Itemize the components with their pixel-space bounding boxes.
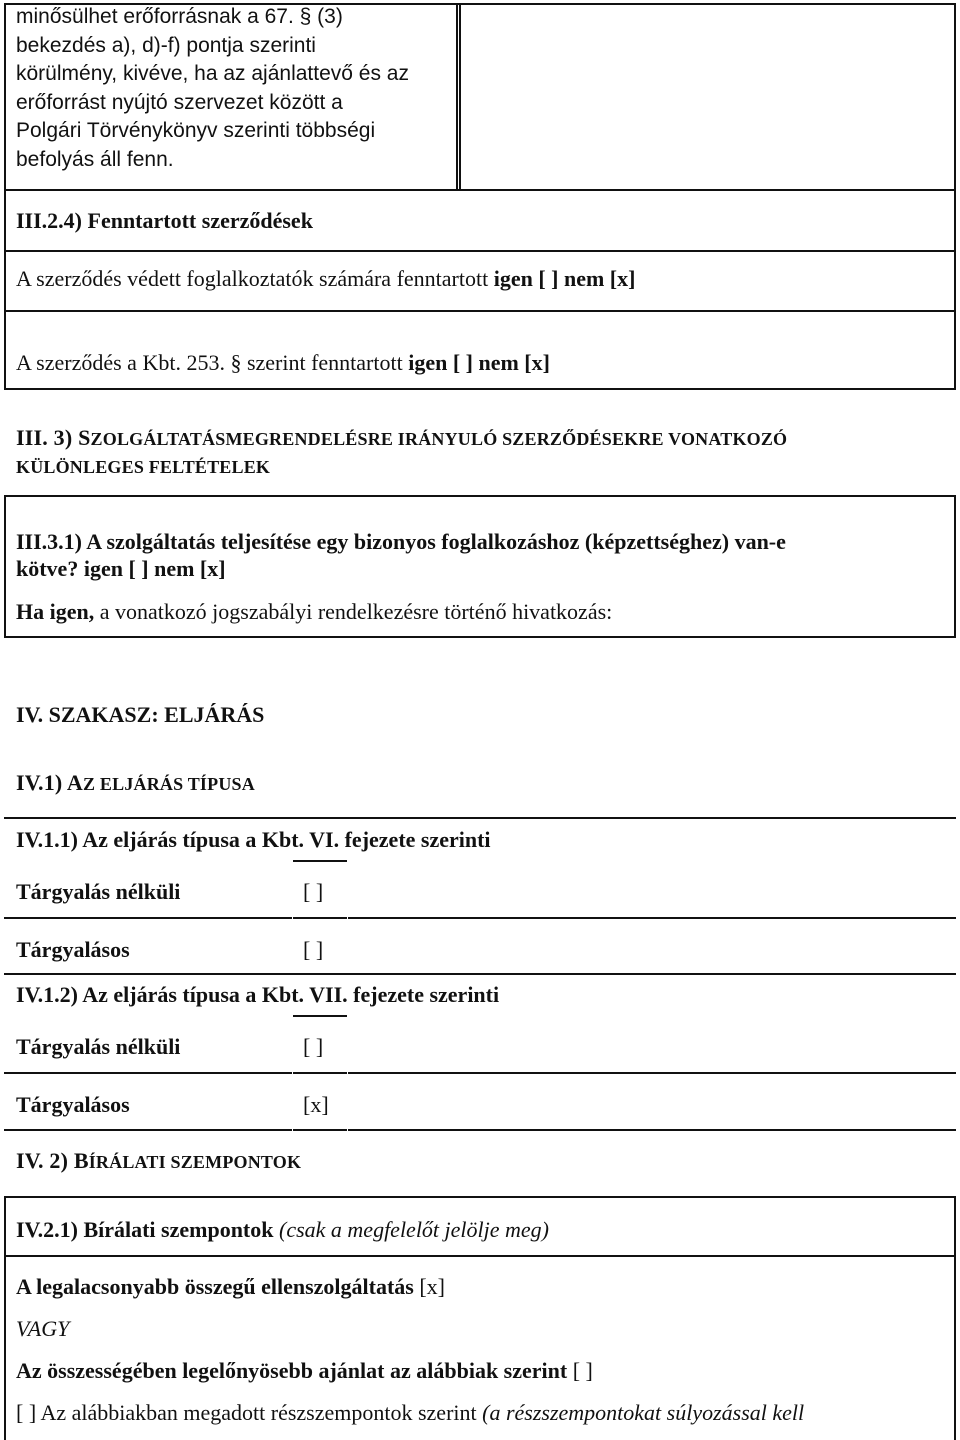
rule xyxy=(4,817,956,819)
rule xyxy=(4,3,6,190)
section-heading: III.2.4) Fenntartott szerződések xyxy=(16,208,313,233)
choice-yes-no: igen [ ] nem [x] xyxy=(493,266,636,291)
cell-text-line: erőforrást nyújtó szervezet között a xyxy=(16,91,343,114)
criteria-mark: [ ] xyxy=(572,1358,593,1383)
rule xyxy=(4,310,956,312)
rule xyxy=(459,3,461,190)
rule xyxy=(4,1129,292,1131)
procedure-heading: IV.1.1) Az eljárás típusa a Kbt. VI. fejezete szerinti xyxy=(16,827,491,852)
rule xyxy=(4,636,956,638)
cell-text-line: minősülhet erőforrásnak a 67. § (3) xyxy=(16,5,343,28)
rule xyxy=(4,388,956,390)
rule xyxy=(954,3,956,190)
choice-yes-no: igen [ ] nem [x] xyxy=(408,350,550,375)
cell-text-line: Polgári Törvénykönyv szerinti többségi xyxy=(16,119,376,142)
rule xyxy=(4,973,956,975)
rule xyxy=(293,1129,347,1131)
criteria-heading: IV.2.1) Bírálati szempontok (csak a megfelelőt jelölje meg) xyxy=(16,1217,550,1242)
rule xyxy=(954,189,956,390)
procedure-heading: IV.1.2) Az eljárás típusa a Kbt. VII. fejezete szerinti xyxy=(16,982,500,1007)
rule xyxy=(293,1072,347,1074)
section-heading-iv: IV. SZAKASZ: ELJÁRÁS xyxy=(16,702,265,727)
rule xyxy=(4,1072,292,1074)
criteria-mark: [x] xyxy=(419,1274,445,1299)
criteria-sub-criteria: [ ] Az alábbiakban megadott részszempontok szerint (a részszempontokat súlyozással kell xyxy=(16,1400,805,1425)
procedure-option-label: Tárgyalásos xyxy=(16,937,130,962)
reserved-kbt-line: A szerződés a Kbt. 253. § szerint fenntartott igen [ ] nem [x] xyxy=(16,350,550,375)
procedure-option-mark: [x] xyxy=(303,1092,329,1117)
section-heading-iii-3: III. 3) SZOLGÁLTATÁSMEGRENDELÉSRE IRÁNYULÓ SZERZŐDÉSEKRE VONATKOZÓ xyxy=(16,425,788,450)
subsection-heading-iv-2: IV. 2) BÍRÁLATI SZEMPONTOK xyxy=(16,1148,302,1173)
rule xyxy=(348,1072,956,1074)
rule xyxy=(4,189,956,191)
rule xyxy=(954,495,956,638)
procedure-option-mark: [ ] xyxy=(303,937,324,962)
section-heading-iii-3-cont: KÜLÖNLEGES FELTÉTELEK xyxy=(16,457,271,477)
rule xyxy=(293,1015,347,1017)
criteria-lowest-price: A legalacsonyabb összegű ellenszolgáltatás [x] xyxy=(16,1274,445,1299)
cell-text-line: körülmény, kivéve, ha az ajánlattevő és az xyxy=(16,62,409,85)
rule xyxy=(4,250,956,252)
rule xyxy=(4,917,292,919)
rule xyxy=(4,495,6,638)
rule xyxy=(456,3,458,190)
cell-text-line: befolyás áll fenn. xyxy=(16,148,174,171)
rule xyxy=(293,917,347,919)
rule xyxy=(293,860,347,862)
question-line: kötve? igen [ ] nem [x] xyxy=(16,556,226,581)
rule xyxy=(348,1129,956,1131)
question-line: III.3.1) A szolgáltatás teljesítése egy bizonyos foglalkozáshoz (képzettséghez) van-e xyxy=(16,529,786,554)
procedure-option-label: Tárgyalásos xyxy=(16,1092,130,1117)
rule xyxy=(348,917,956,919)
subsection-heading-iv-1: IV.1) AZ ELJÁRÁS TÍPUSA xyxy=(16,770,255,795)
criteria-best-value: Az összességében legelőnyösebb ajánlat az alábbiak szerint [ ] xyxy=(16,1358,593,1383)
rule xyxy=(954,1196,956,1440)
rule xyxy=(4,1196,6,1440)
rule xyxy=(4,189,6,390)
procedure-option-label: Tárgyalás nélküli xyxy=(16,1034,181,1059)
rule xyxy=(456,3,956,5)
procedure-option-mark: [ ] xyxy=(303,879,324,904)
procedure-option-mark: [ ] xyxy=(303,1034,324,1059)
criteria-or: VAGY xyxy=(16,1316,70,1341)
rule xyxy=(4,495,956,497)
reserved-protected-line: A szerződés védett foglalkoztatók számára fenntartott igen [ ] nem [x] xyxy=(16,266,636,291)
procedure-option-label: Tárgyalás nélküli xyxy=(16,879,181,904)
rule xyxy=(4,1255,956,1257)
rule xyxy=(4,1196,956,1198)
cell-text-line: bekezdés a), d)-f) pontja szerinti xyxy=(16,34,316,57)
legal-reference-line: Ha igen, a vonatkozó jogszabályi rendelkezésre történő hivatkozás: xyxy=(16,599,613,624)
